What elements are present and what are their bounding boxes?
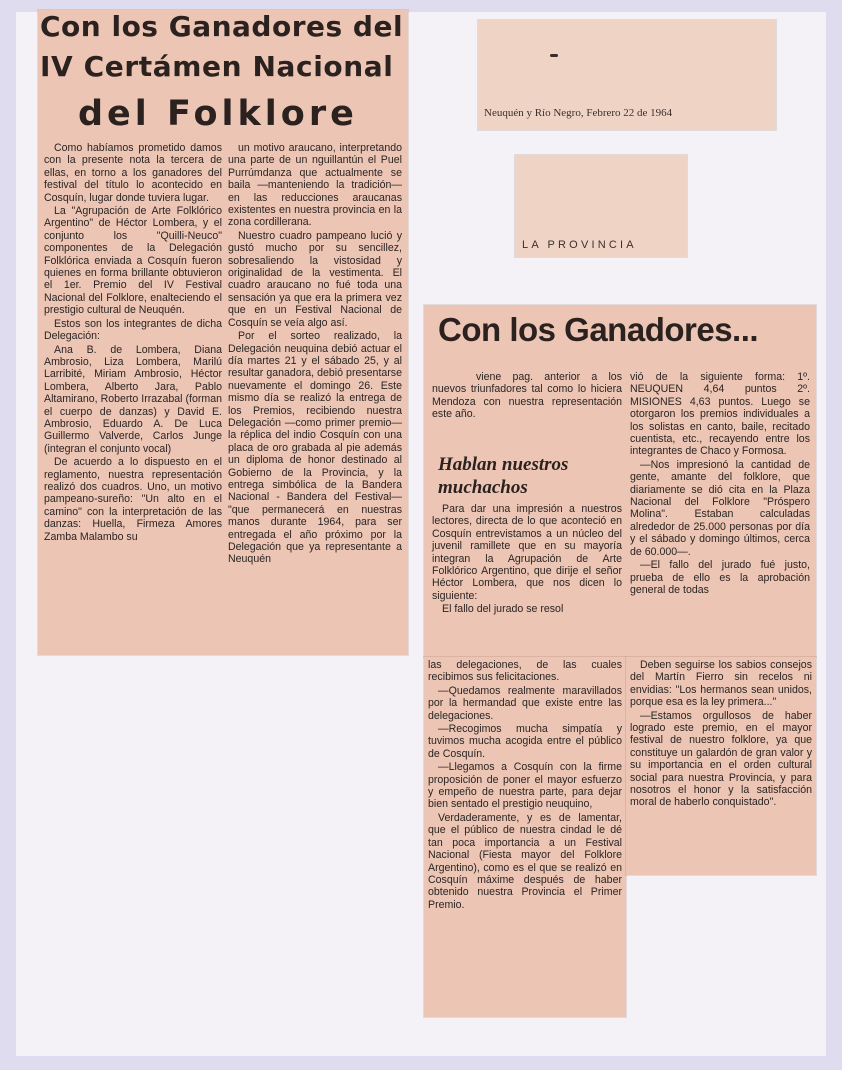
paragraph: Deben seguirse los sabios consejos del Martín Fierro sin recelos ni envidias: "Los hermanos sean unidos, porque esa es la ley primera..." [630,659,812,709]
article-column-1 [44,142,222,544]
article-column-2 [228,142,402,567]
paragraph: las delegaciones, de las cuales recibimos sus felicitaciones. [428,659,622,684]
section-subheading: Hablan nuestros muchachos [438,454,569,498]
paragraph: Para dar una impresión a nuestros lectores, directa de lo que aconteció en Cosquín entrevistamos a un núcleo del juvenil ramillete que en su mayoría integran la Agrupación de Arte Folklórico Argentino, que dirije el señor Héctor Lombera, que nos dicen lo siguiente: [432,503,622,602]
dateline-text: Neuquén y Río Negro, Febrero 22 de 1964 [484,107,673,119]
paragraph: —Estamos orgullosos de haber logrado este premio, en el mayor festival de nuestro folklore, ya que constituye un galardón de gran valor y su importancia en el orden cultural social para nuestra Provincia, y para nosotros el honor y la satisfacción moral de haberlo conquistado". [630,709,812,809]
paragraph: —Recogimos mucha simpatía y tuvimos mucha acogida entre el público de Cosquín. [428,723,622,760]
paragraph: —Llegamos a Cosquín con la firme proposición de poner el mayor esfuerzo y empeño de nuestra parte, para dejar bien sentado el prestigio neuquino, [428,761,622,811]
paragraph: Verdaderamente, y es de lamentar, que el público de nuestra cindad le dé tan poca importancia a un Festival Nacional (Fiesta mayor del Folklore Argentino), como es el que se realizó en Cosquín máxime después de haber obtenido nuestra Provincia el Primer Premio. [428,811,622,911]
paragraph: vió de la siguiente forma: 1º. NEUQUEN 4,64 puntos 2º. MISIONES 4,63 puntos. Luego se otorgaron los premios individuales a los solistas en canto, baile, recitado cuentista, etc., recayendo entre los integrantes de Chaco y Formosa. [630,371,810,458]
left-article-clipping [38,10,408,655]
paragraph: De acuerdo a lo dispuesto en el reglamento, nuestra representación realizó dos cuadros. Uno, un motivo pampeano-sureño: "Un alto en el camino" con la interpretación de las danzas: Huella, Firmeza Amores Zamba Malambo su [44,456,222,543]
paragraph: —Nos impresionó la cantidad de gente, amante del folklore, que diariamente se dió cita en la Plaza Nacional del Folklore "Próspero Molina". Estaban calculadas alrededor de 25.000 personas por día y el sábado y domingo últimos, cerca de 60.000—. [630,458,810,558]
continuation-column-right [630,659,812,810]
right-article-clipping [424,305,816,657]
right-column-2 [630,371,810,597]
paragraph: Ana B. de Lombera, Diana Ambrosio, Liza Lombera, Marilú Larribité, Miriam Ambrosio, Héctor Lombera, Alberto Jara, Pablo Altamirano, Roberto Irrazabal (forman el cuerpo de danzas) y David E. Ambrosio, Eduardo A. De Luca Guillermo Valverde, Carlos Junge (integran el conjunto vocal) [44,343,222,455]
dateline-clipping [478,20,776,130]
paragraph: Como habíamos prometido damos con la presente nota la tercera de ellas, en torno a los ganadores del festival del título lo acontecido en Cosquín, lugar donde tuviera lugar. [44,142,222,204]
paragraph: Estos son los integrantes de dicha Delegación: [44,317,222,343]
article-title-line1: Con los Ganadores del [40,10,404,43]
paragraph: —Quedamos realmente maravillados por la hermandad que existe entre las delegaciones. [428,684,622,722]
article-title-line2: IV Certámen Nacional [40,50,394,83]
continuation-clipping-left [424,657,626,1017]
right-column-1 [432,503,622,617]
paragraph: Nuestro cuadro pampeano lució y gustó mucho por su sencillez, sobresaliendo la vistosidad y originalidad de la vestimenta. El cuadro araucano no fué toda una sensación ya que era la primera vez que en un Festival Nacional de Cosquín se veía algo así. [228,229,402,329]
paragraph: un motivo araucano, interpretando una parte de un nguillantún el Puel Purrúmdanza que actualmente se baila —manteniendo la tradición— en las reducciones araucanas existentes en nuestra provincia en la zona cordillerana. [228,142,402,229]
continuation-clipping-right [626,657,816,875]
newspaper-name-clipping [515,155,687,257]
paragraph: Por el sorteo realizado, la Delegación neuquina debió actuar el día martes 21 y el sábado 25, y al resultar ganadora, debió presentarse nuevamente el domingo 26. Este mismo día se realizó la entrega de los Premios, recibiendo nuestra Delegación —como primer premio— la réplica del indio Cosquín con una placa de oro grabada al pie además un diploma de honor destinado al Gobierno de la Provincia, y la entrega simbólica de la Bandera Nacional - Bandera del Festival— "que permanecerá en nuestras manos durante 1964, para ser entregada el año próximo por la Delegación que ya representante a Neuquén [228,330,402,566]
ink-mark [550,54,558,57]
continuation-column-left [428,659,622,912]
newspaper-name: LA PROVINCIA [522,239,637,251]
paragraph: La "Agrupación de Arte Folklórico Argentino" de Héctor Lombera, y el conjunto los "Quilli-Neuco" componentes de la Delegación Folklórica enviada a Cosquín fueron quienes en forma brillante obtuvieron el 1er. Premio del IV Festival Nacional del Folklore, enalteciendo el prestigio cultural de Neuquén. [44,205,222,317]
article-title-line3: del Folklore [78,94,358,134]
paragraph: —El fallo del jurado fué justo, prueba de ello es la aprobación general de todas [630,559,810,596]
right-article-title: Con los Ganadores... [438,311,759,348]
right-column-1-top: viene pag. anterior a los nuevos triunfadores tal como lo hiciera Mendoza con nuestra representación este año. [432,371,622,421]
paragraph: El fallo del jurado se resol [442,603,564,616]
